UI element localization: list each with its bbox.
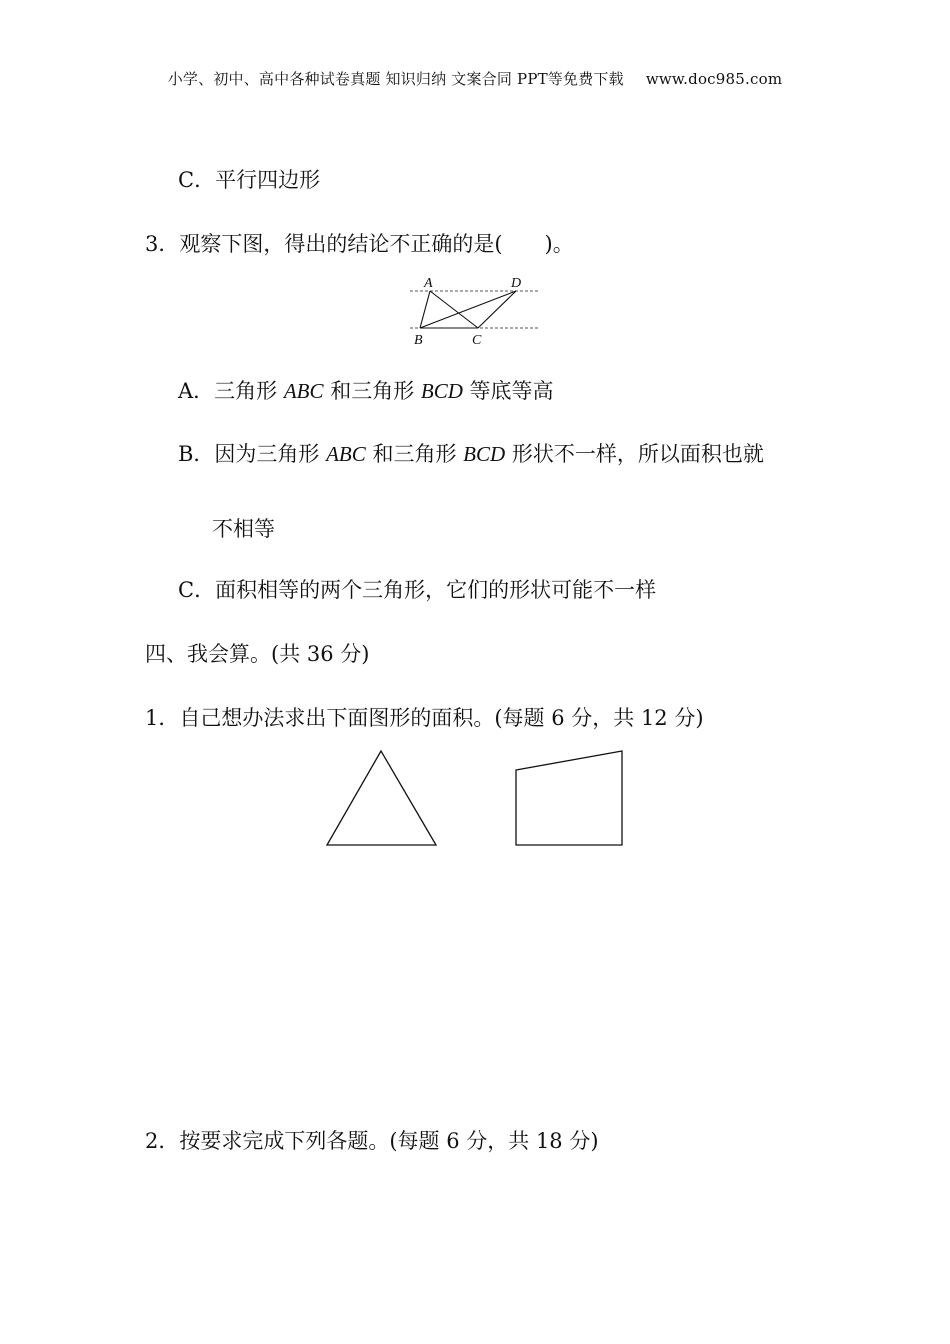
q3-option-b: B．因为三角形 ABC 和三角形 BCD 形状不一样，所以面积也就 (178, 442, 764, 466)
label-d: D (511, 276, 522, 291)
segment-ab (420, 291, 430, 328)
label-c: C (472, 333, 482, 348)
triangle-abc: ABC (326, 442, 366, 466)
segment-bd (420, 291, 516, 328)
prev-option-c: C．平行四边形 (178, 168, 321, 192)
header-text: 小学、初中、高中各种试卷真题 知识归纳 文案合同 PPT等免费下载 (167, 70, 624, 88)
q3-option-a: A．三角形 ABC 和三角形 BCD 等底等高 (178, 379, 554, 403)
q3-stem: 3．观察下图，得出的结论不正确的是( )。 (145, 232, 574, 256)
segment-cd (478, 291, 516, 328)
section-4-q2: 2．按要求完成下列各题。(每题 6 分，共 18 分) (145, 1129, 599, 1153)
triangle-bcd: BCD (420, 379, 463, 403)
triangle-abc: ABC (283, 379, 324, 403)
q3-option-b-continued: 不相等 (212, 517, 275, 541)
triangle-figure (324, 748, 444, 853)
header-url: www.doc985.com (645, 70, 783, 88)
section-4-q1: 1．自己想办法求出下面图形的面积。(每题 6 分，共 12 分) (145, 706, 704, 730)
q3-figure (405, 272, 545, 347)
segment-ac (430, 291, 478, 328)
label-a: A (424, 276, 433, 291)
page-header (0, 68, 950, 89)
q3-option-c: C．面积相等的两个三角形，它们的形状可能不一样 (178, 578, 657, 602)
section-4-title: 四、我会算。(共 36 分) (145, 642, 370, 666)
trapezoid-figure (513, 748, 628, 853)
label-b: B (414, 333, 423, 348)
triangle-bcd: BCD (463, 442, 506, 466)
